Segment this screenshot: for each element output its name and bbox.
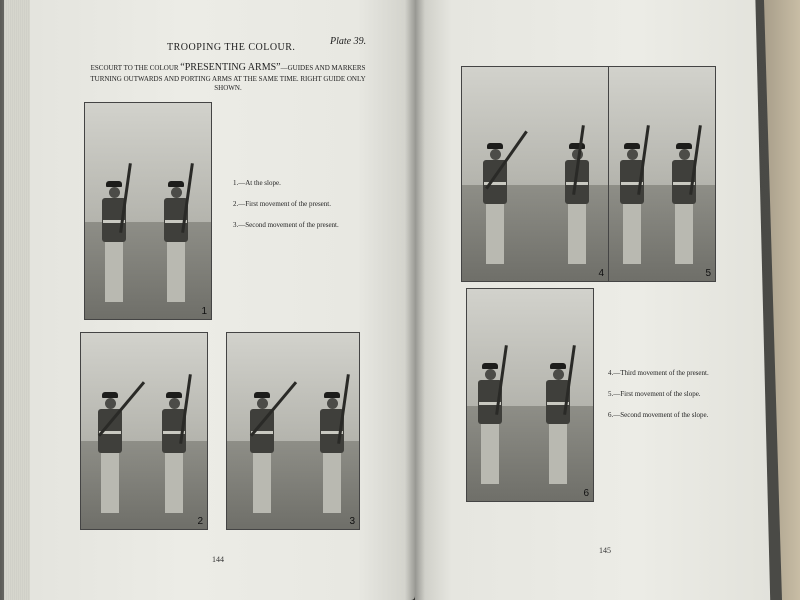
caption-suffix: —GUIDES AND MARKERS TURNING OUTWARDS AND PORTING ARMS AT THE SAME TIME. RIGHT GUIDE ONLY SHOWN.: [90, 64, 366, 92]
photo-number: 2: [197, 516, 203, 527]
soldier-figure: [547, 363, 569, 484]
photo-3: [226, 332, 360, 530]
soldier-figure: [165, 181, 187, 302]
book-gutter: [405, 0, 425, 600]
plate-label: Plate 39.: [330, 36, 367, 47]
plate-caption: [78, 61, 378, 93]
soldier-figure: [251, 392, 273, 513]
page-number-left: 144: [212, 555, 224, 564]
soldier-figure: [163, 392, 185, 513]
photo-5: [608, 66, 716, 282]
soldier-figure: [673, 143, 695, 264]
caption-prefix: ESCOURT TO THE COLOUR: [90, 64, 179, 72]
page-number-right: 145: [599, 546, 611, 555]
page-title: TROOPING THE COLOUR.: [167, 42, 296, 53]
soldier-figure: [566, 143, 588, 264]
list-item: 6.—Second movement of the slope.: [608, 411, 709, 419]
photo-1: [84, 102, 212, 320]
caption-emphasis: “PRESENTING ARMS”: [180, 62, 281, 73]
soldier-figure: [321, 392, 343, 513]
photo-4: [461, 66, 609, 282]
soldier-figure: [479, 363, 501, 484]
list-item: 5.—First movement of the slope.: [608, 390, 701, 398]
list-item: 3.—Second movement of the present.: [233, 221, 339, 229]
soldier-figure: [99, 392, 121, 513]
soldier-figure: [621, 143, 643, 264]
photo-number: 3: [349, 516, 355, 527]
list-item: 1.—At the slope.: [233, 179, 281, 187]
list-item: 4.—Third movement of the present.: [608, 369, 709, 377]
photo-number: 5: [705, 268, 711, 279]
photo-2: [80, 332, 208, 530]
photo-key-list: [233, 180, 339, 243]
photo-6: [466, 288, 594, 502]
photo-key-list: [608, 370, 709, 433]
list-item: 2.—First movement of the present.: [233, 200, 331, 208]
photo-number: 1: [201, 306, 207, 317]
photo-number: 4: [598, 268, 604, 279]
photo-number: 6: [583, 488, 589, 499]
soldier-figure: [484, 143, 506, 264]
soldier-figure: [103, 181, 125, 302]
